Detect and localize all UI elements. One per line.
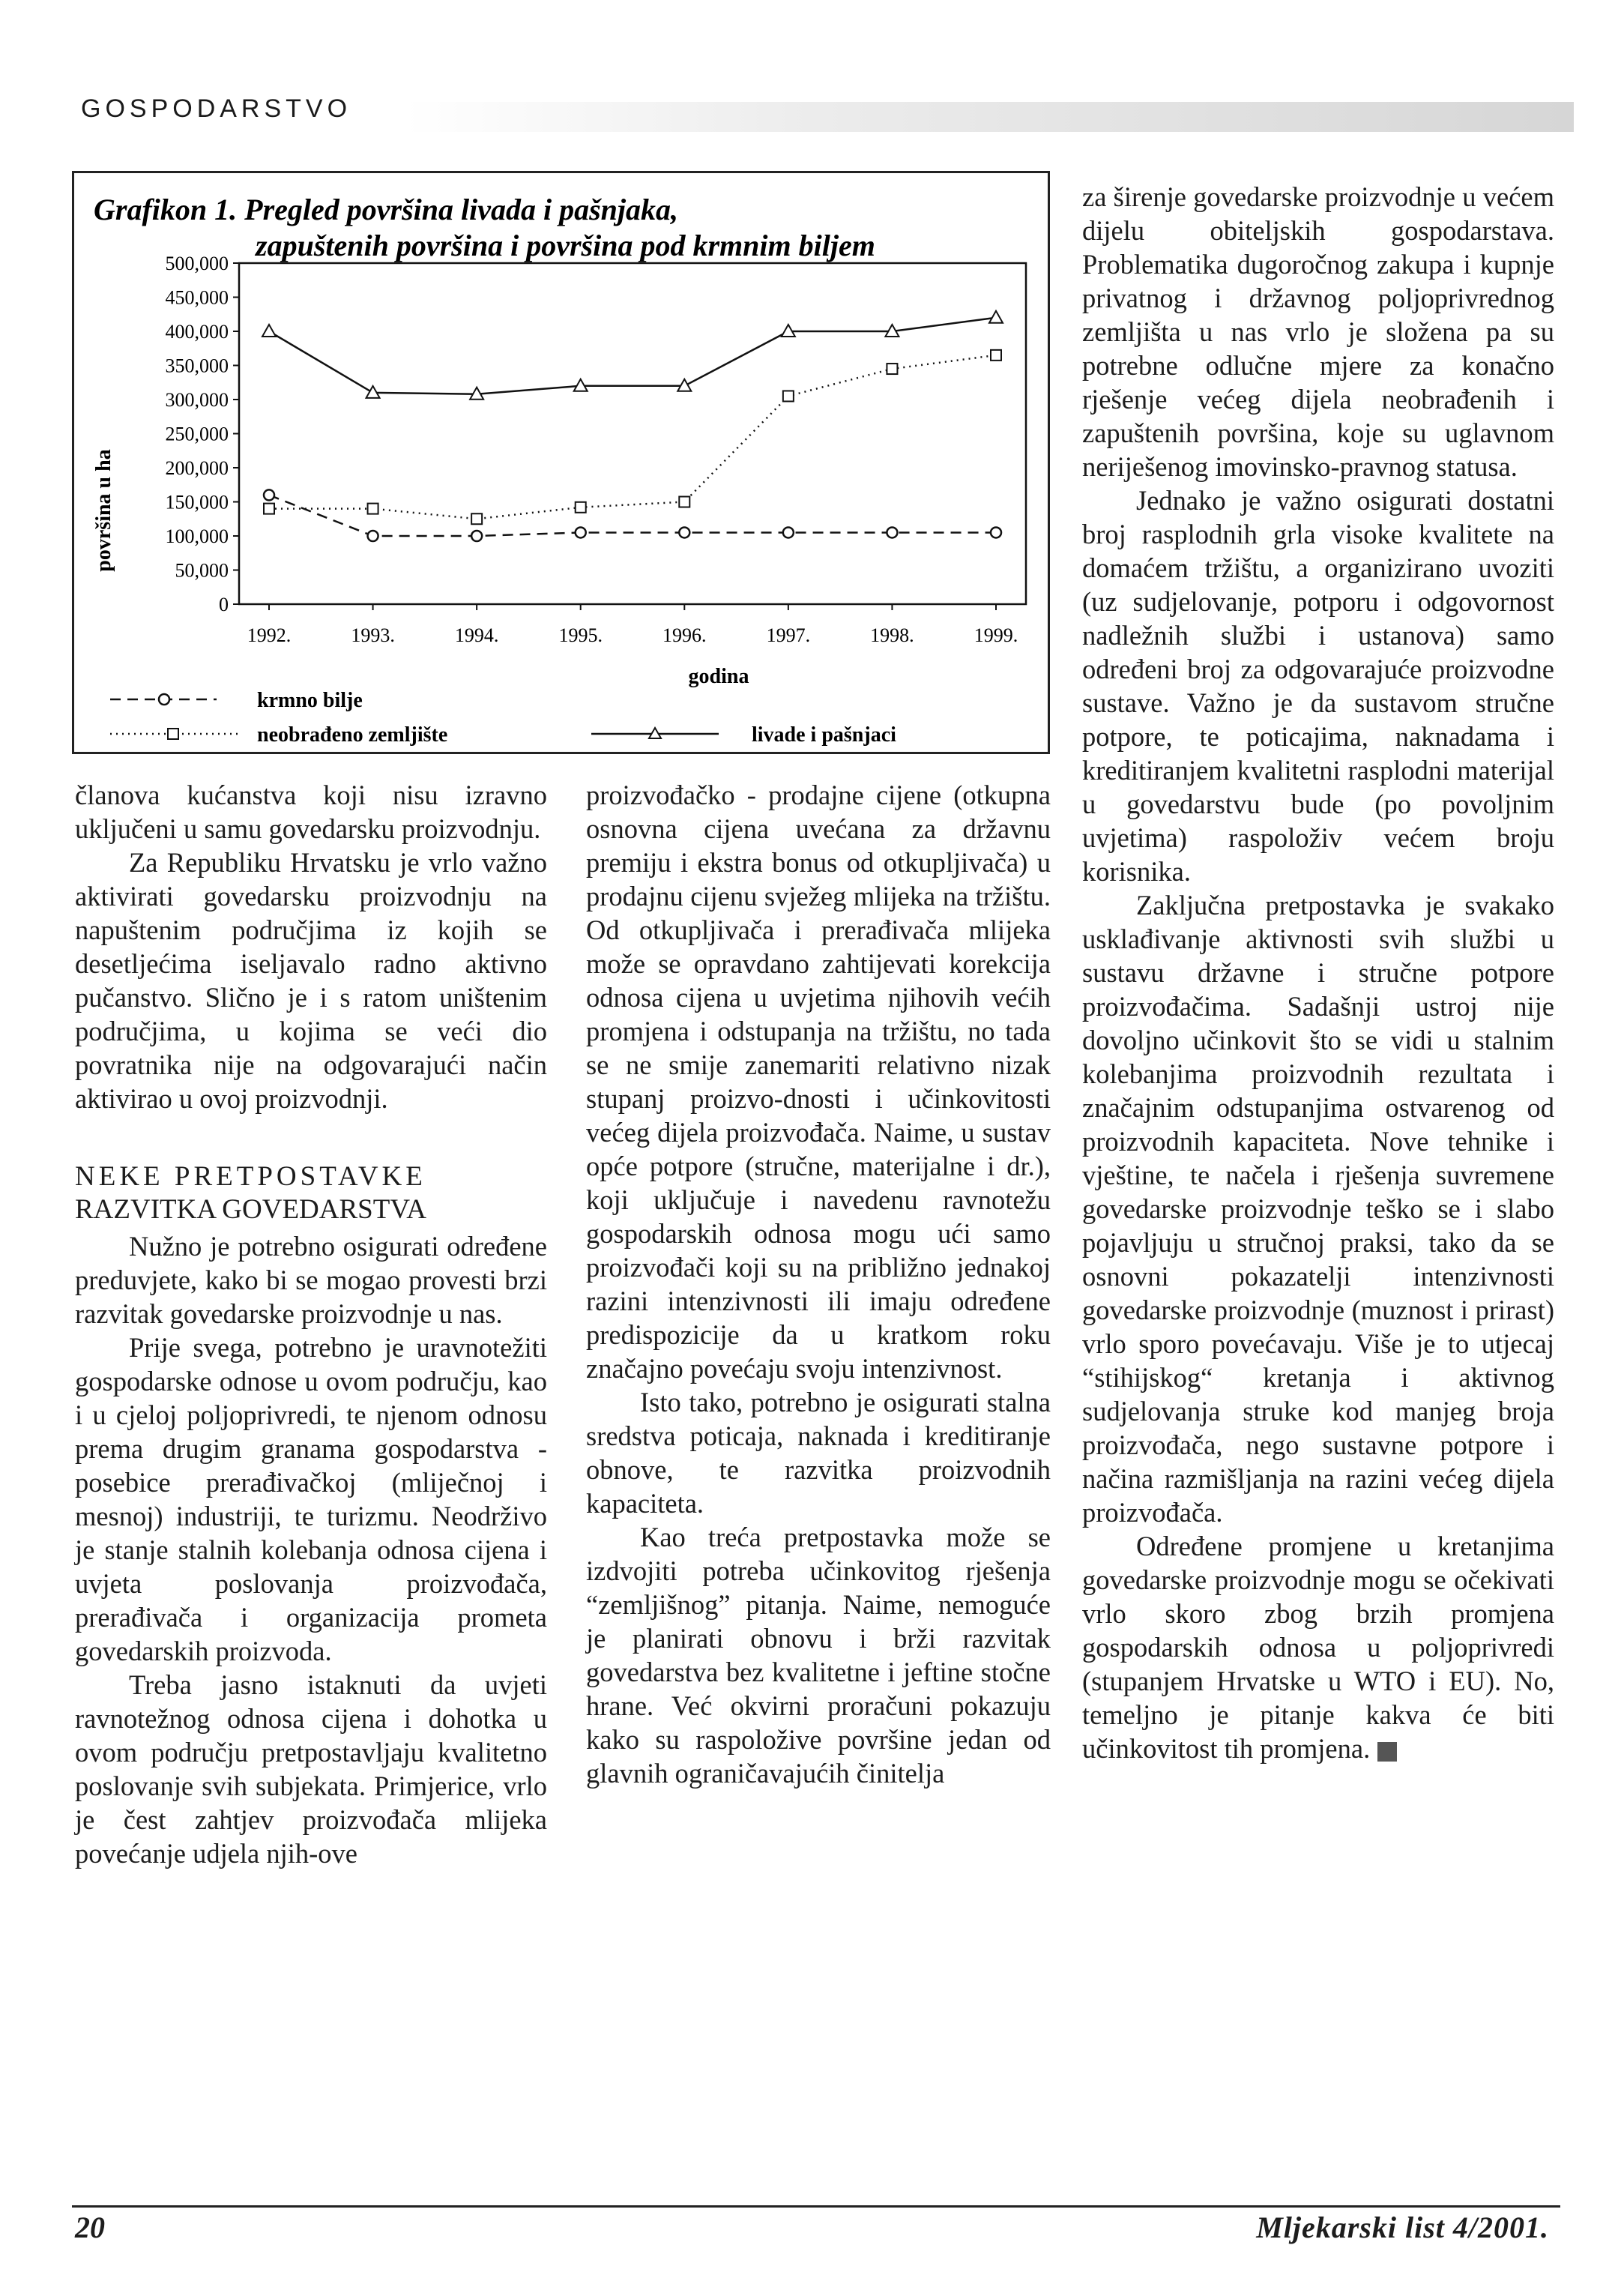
legend-label-neobradeno: neobrađeno zemljište xyxy=(257,723,448,747)
data-point-square xyxy=(783,391,794,401)
data-point-circle xyxy=(887,527,897,537)
chart-figure xyxy=(72,171,1050,754)
y-tick-label: 250,000 xyxy=(165,423,229,445)
legend-label-krmno: krmno bilje xyxy=(257,689,363,712)
x-tick-label: 1999. xyxy=(974,624,1018,646)
x-tick-label: 1994. xyxy=(454,624,499,646)
paragraph: Nužno je potrebno osigurati određene preduvjete, kako bi se mogao provesti brzi razvitak govedarske proizvodnje u nas. xyxy=(75,1231,547,1329)
header-bar xyxy=(405,102,1574,132)
paragraph: Prije svega, potrebno je uravnotežiti gospodarske odnose u ovom području, kao i u cjeloj poljoprivredi, te njenom odnosu prema drugim granama gospodarstva - posebice prerađivačkoj (mliječnoj i mesnoj) industriji, te turizmu. Neodrživo je stanje stalnih kolebanja odnosa cijena i uvjeta poslovanja proizvođača, prerađivača i organizacija prometa govedarskih proizvoda. xyxy=(75,1332,547,1666)
data-point-circle xyxy=(783,527,794,537)
paragraph xyxy=(1082,1529,1554,1765)
page-number: 20 xyxy=(75,2211,105,2244)
chart-title-line2: zapuštenih površina i površina pod krmnim biljem xyxy=(256,229,875,262)
paragraph: Isto tako, potrebno je osigurati stalna sredstva poticaja, naknada i kreditiranje obnove, te razvitka proizvodnih kapaciteta. xyxy=(586,1387,1051,1519)
y-tick-label: 0 xyxy=(219,594,229,615)
paragraph-text: Određene promjene u kretanjima govedarske proizvodnje mogu se očekivati vrlo skoro zbog brzih promjena gospodarskih odnosa u poljoprivredi (stupanjem Hrvatske u WTO i EU). No, temeljno je pitanje kakva će biti učinkovitost tih promjena. xyxy=(1082,1531,1554,1764)
data-point-square xyxy=(471,513,482,524)
legend-marker-neobradeno xyxy=(168,729,178,739)
data-point-circle xyxy=(679,527,689,537)
data-point-square xyxy=(368,504,378,514)
data-point-triangle xyxy=(989,311,1003,323)
y-tick-label: 500,000 xyxy=(165,253,229,274)
series-line-triangle xyxy=(269,318,996,394)
chart-title-line1: Grafikon 1. Pregled površina livada i pašnjaka, xyxy=(94,193,679,226)
y-tick-label: 50,000 xyxy=(175,559,229,582)
paragraph: članova kućanstva koji nisu izravno uključeni u samu govedarsku proizvodnju. xyxy=(75,780,547,844)
chart-svg xyxy=(74,173,1048,752)
y-tick-label: 150,000 xyxy=(165,491,229,513)
data-point-square xyxy=(264,504,274,514)
series-line-square xyxy=(269,355,996,519)
x-tick-label: 1996. xyxy=(662,624,707,646)
chart-x-label: godina xyxy=(688,665,749,688)
section-heading-line2: RAZVITKA GOVEDARSTVA xyxy=(75,1194,427,1225)
column-1 xyxy=(75,778,547,1870)
x-tick-label: 1995. xyxy=(558,624,603,646)
end-mark-icon xyxy=(1377,1742,1397,1762)
x-tick-label: 1997. xyxy=(766,624,811,646)
x-tick-label: 1992. xyxy=(247,624,292,646)
y-tick-label: 100,000 xyxy=(165,525,229,547)
data-point-circle xyxy=(368,531,378,541)
column-2 xyxy=(586,778,1051,1790)
legend-marker-krmno xyxy=(159,694,169,705)
footer-rule xyxy=(72,2205,1560,2208)
data-point-circle xyxy=(471,531,482,541)
data-point-square xyxy=(679,497,689,507)
paragraph: Zaključna pretpostavka je svakako usklađivanje aktivnosti svih službi u sustavu državne i stručne potpore proizvođačima. Sadašnji ustroj nije dovoljno učinkovit što se vidi u stalnim kolebanjima proizvodnih rezultata i značajnim odstupanjima ostvarenog od proizvodnih kapaciteta. Nove tehnike i vještine, te načela i rješenja suvremene govedarske proizvodnje teško se i slabo pojavljuju u stručnoj praksi, tako da se osnovni pokazatelji intenzivnosti govedarske proizvodnje (muznost i prirast) vrlo sporo povećavaju. Više je to utjecaj “stihijskog“ kretanja i aktivnog sudjelovanja struke kod manjeg broja proizvođača, nego sustavne potpore i načina razmišljanja na razini većeg dijela proizvođača. xyxy=(1082,890,1554,1528)
data-point-square xyxy=(887,364,897,374)
y-tick-label: 200,000 xyxy=(165,457,229,479)
legend-label-livade: livade i pašnjaci xyxy=(752,723,896,747)
paragraph: Jednako je važno osigurati dostatni broj rasplodnih grla visoke kvalitete na domaćem tržištu, a organizirano uvoziti (uz sudjelovanje, potporu i odgovornost nadležnih službi i ustanova) samo određeni broj za odgovarajuće proizvodne sustave. Važno je da sustavom stručne potpore, te poticajima, naknadama i kreditiranjem kvalitetni rasplodni materijal u govedarstvu bude (po povoljnim uvjetima) raspoloživ većem broju korisnika. xyxy=(1082,485,1554,887)
y-tick-label: 350,000 xyxy=(165,355,229,377)
x-tick-label: 1998. xyxy=(870,624,914,646)
column-3 xyxy=(1082,180,1554,1765)
plot-area xyxy=(239,263,1026,604)
y-tick-label: 400,000 xyxy=(165,321,229,343)
data-point-square xyxy=(576,502,586,513)
paragraph: za širenje govedarske proizvodnje u većem dijelu obiteljskih gospodarstava. Problematika dugoročnog zakupa i kupnje privatnog i državnog poljoprivrednog zemljišta u nas vrlo je složena pa su potrebne odlučne mjere za konačno rješenje većeg dijela neobrađenih i zapuštenih površina, koje su uglavnom neriješenog imovinsko-pravnog statusa. xyxy=(1082,181,1554,482)
data-point-square xyxy=(991,350,1001,361)
paragraph: Kao treća pretpostavka može se izdvojiti potreba učinkovitog rješenja “zemljišnog” pitanja. Naime, nemoguće je planirati obnovu i brži razvitak govedarstva bez kvalitetne i jeftine stočne hrane. Već okvirni proračuni pokazuju kako su raspoložive površine jedan od glavnih ograničavajućih činitelja xyxy=(586,1522,1051,1789)
section-heading xyxy=(75,1160,547,1226)
data-point-circle xyxy=(264,489,274,500)
section-label: GOSPODARSTVO xyxy=(81,94,352,123)
chart-y-label: površina u ha xyxy=(92,449,115,572)
data-point-triangle xyxy=(262,325,276,337)
data-point-circle xyxy=(991,527,1001,537)
section-heading-line1: NEKE PRETPOSTAVKE xyxy=(75,1161,426,1192)
chart-legend xyxy=(110,689,896,747)
y-tick-label: 450,000 xyxy=(165,286,229,309)
paragraph: proizvođačko - prodajne cijene (otkupna osnovna cijena uvećana za državnu premiju i ekstra bonus od otkupljivača) u prodajnu cijenu svježeg mlijeka na tržištu. Od otkupljivača i prerađivača mlijeka može se opravdano zahtijevati korekcija odnosa cijena u uvjetima njihovih većih promjena i odstupanja na tržištu, no tada se ne smije zanemariti relativno nizak stupanj proizvo-dnosti i učinkovitosti većeg dijela proizvođača. Naime, u sustav opće potpore (stručne, materijalne i dr.), koji uključuje i navedenu ravnotežu gospodarskih odnosa mogu ući samo proizvođači koji su na približno jednakoj razini intenzivnosti ili imaju određene predispozicije da u kratkom roku značajno povećaju svoju intenzivnost. xyxy=(586,780,1051,1384)
y-tick-label: 300,000 xyxy=(165,389,229,411)
paragraph: Treba jasno istaknuti da uvjeti ravnotežnog odnosa cijena i dohotka u ovom području pretpostavljaju kvalitetno poslovanje svih subjekata. Primjerice, vrlo je čest zahtjev proizvođača mlijeka povećanje udjela njih-ove xyxy=(75,1669,547,1869)
paragraph: Za Republiku Hrvatsku je vrlo važno aktivirati govedarsku proizvodnju na napuštenim područjima iz kojih se desetljećima iseljavalo radno aktivno pučanstvo. Slično je i s ratom uništenim područjima, u kojima se veći dio povratnika nije na odgovarajući način aktivirao u ovoj proizvodnji. xyxy=(75,847,547,1114)
journal-name: Mljekarski list 4/2001. xyxy=(1256,2211,1549,2244)
data-point-circle xyxy=(576,527,586,537)
x-tick-label: 1993. xyxy=(351,624,395,646)
